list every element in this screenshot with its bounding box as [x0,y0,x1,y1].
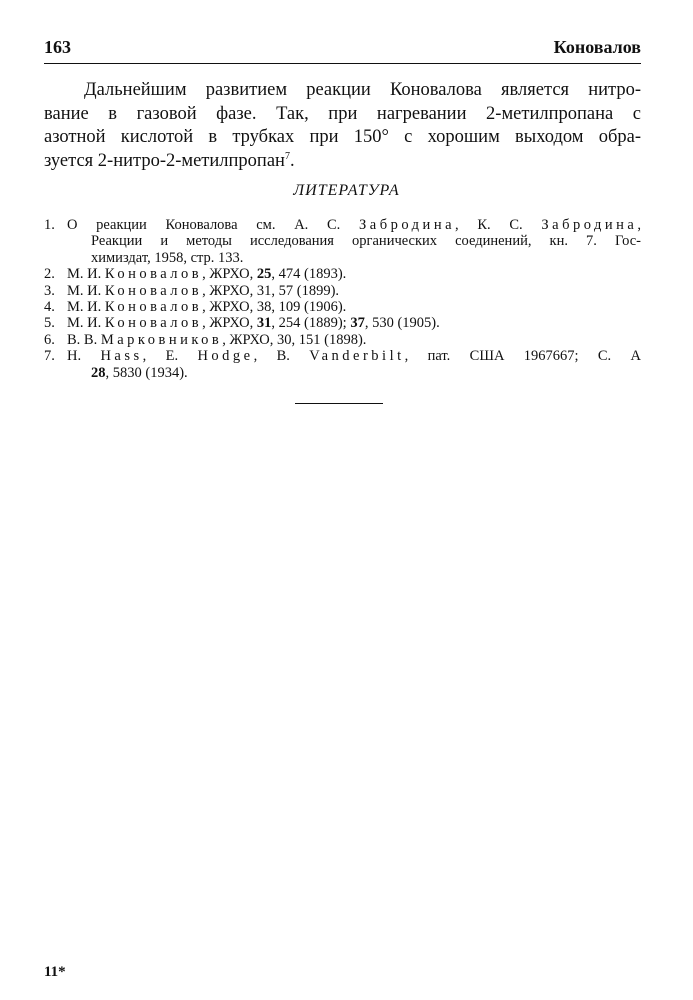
volume-number: 25 [256,266,272,283]
reference-line [67,217,641,233]
section-end-rule [295,403,383,404]
reference-text [67,348,641,381]
reference-text [67,283,641,299]
reference-segment: , Е. [142,348,198,365]
author-name: Коновалов [104,282,203,299]
reference-item [44,315,641,331]
reference-item [44,217,641,266]
reference-number: 1. [44,217,55,233]
reference-text [67,332,641,348]
page-number: 163 [44,37,71,57]
reference-segment: М. И. [67,299,105,316]
reference-segment: Н. [67,348,101,365]
reference-segment: О реакции Коновалова см. А. С. [67,217,360,233]
reference-line [67,365,641,381]
reference-segment: , К. С. [455,217,542,233]
author-name: Коновалов [104,315,203,332]
running-title: Коновалов [553,37,641,57]
volume-number: 28 [91,364,106,381]
reference-segment: , [637,217,641,233]
reference-text [67,266,641,282]
signature-mark: 11* [44,964,66,980]
reference-segment: , ЖРХО, [202,266,257,283]
reference-item [44,266,641,282]
author-name: Коновалов [104,299,203,316]
reference-item [44,332,641,348]
reference-segment: , 474 (1893). [271,266,347,283]
paragraph-line: Дальнейшим развитием реакции Коновалова является нитро- [84,80,641,100]
author-name: Vanderbilt [309,348,405,365]
reference-number: 7. [44,348,55,365]
reference-text [67,299,641,315]
reference-list [44,217,641,381]
literature-heading: ЛИТЕРАТУРА [293,182,400,199]
author-name: Марковников [100,331,223,348]
reference-text [67,217,641,266]
reference-segment: , 530 (1905). [364,315,440,332]
reference-segment: , 254 (1889); [271,315,351,332]
reference-number: 3. [44,282,55,299]
volume-number: 31 [256,315,272,332]
reference-number: 2. [44,266,55,283]
reference-segment: , 5830 (1934). [105,364,188,381]
reference-segment: В. В. [67,331,101,348]
reference-number: 5. [44,315,55,332]
reference-segment: , ЖРХО, 38, 109 (1906). [202,299,347,316]
reference-number: 4. [44,299,55,316]
reference-item [44,283,641,299]
reference-segment: , ЖРХО, [202,315,257,332]
author-name: Коновалов [104,266,203,283]
reference-segment: М. И. [67,266,105,283]
reference-segment: , ЖРХО, 31, 57 (1899). [202,282,340,299]
paragraph-line-text: зуется 2-нитро-2-метилпропан [44,150,285,171]
reference-item [44,299,641,315]
paragraph-end-punct: . [289,150,295,171]
author-name: Hass [100,348,143,365]
reference-line: Реакции и методы исследования органических соединений, кн. 7. Гос- [91,233,641,250]
reference-segment: , В. [253,348,310,365]
reference-segment: , пат. США 1967667; С. А [404,348,641,365]
body-paragraph [44,79,641,173]
reference-line: химиздат, 1958, стр. 133. [91,249,244,266]
reference-item [44,348,641,381]
author-name: Hodge [197,348,254,365]
reference-segment: , ЖРХО, 30, 151 (1898). [222,331,367,348]
paragraph-line-last [44,150,641,174]
reference-line [67,348,641,364]
header-rule [44,63,641,64]
reference-segment: М. И. [67,282,105,299]
paragraph-line: азотной кислотой в трубках при 150° с хорошим выходом обра- [44,127,641,147]
paragraph-line: вание в газовой фазе. Так, при нагревании 2-метилпропана с [44,103,641,124]
reference-number: 6. [44,331,55,348]
reference-segment: М. И. [67,315,105,332]
volume-number: 37 [350,315,365,332]
footnote-reference: 7 [284,150,290,162]
author-name: Забродина [359,217,456,233]
author-name: Забродина [541,217,638,233]
reference-text [67,315,641,331]
page-header [44,37,641,59]
